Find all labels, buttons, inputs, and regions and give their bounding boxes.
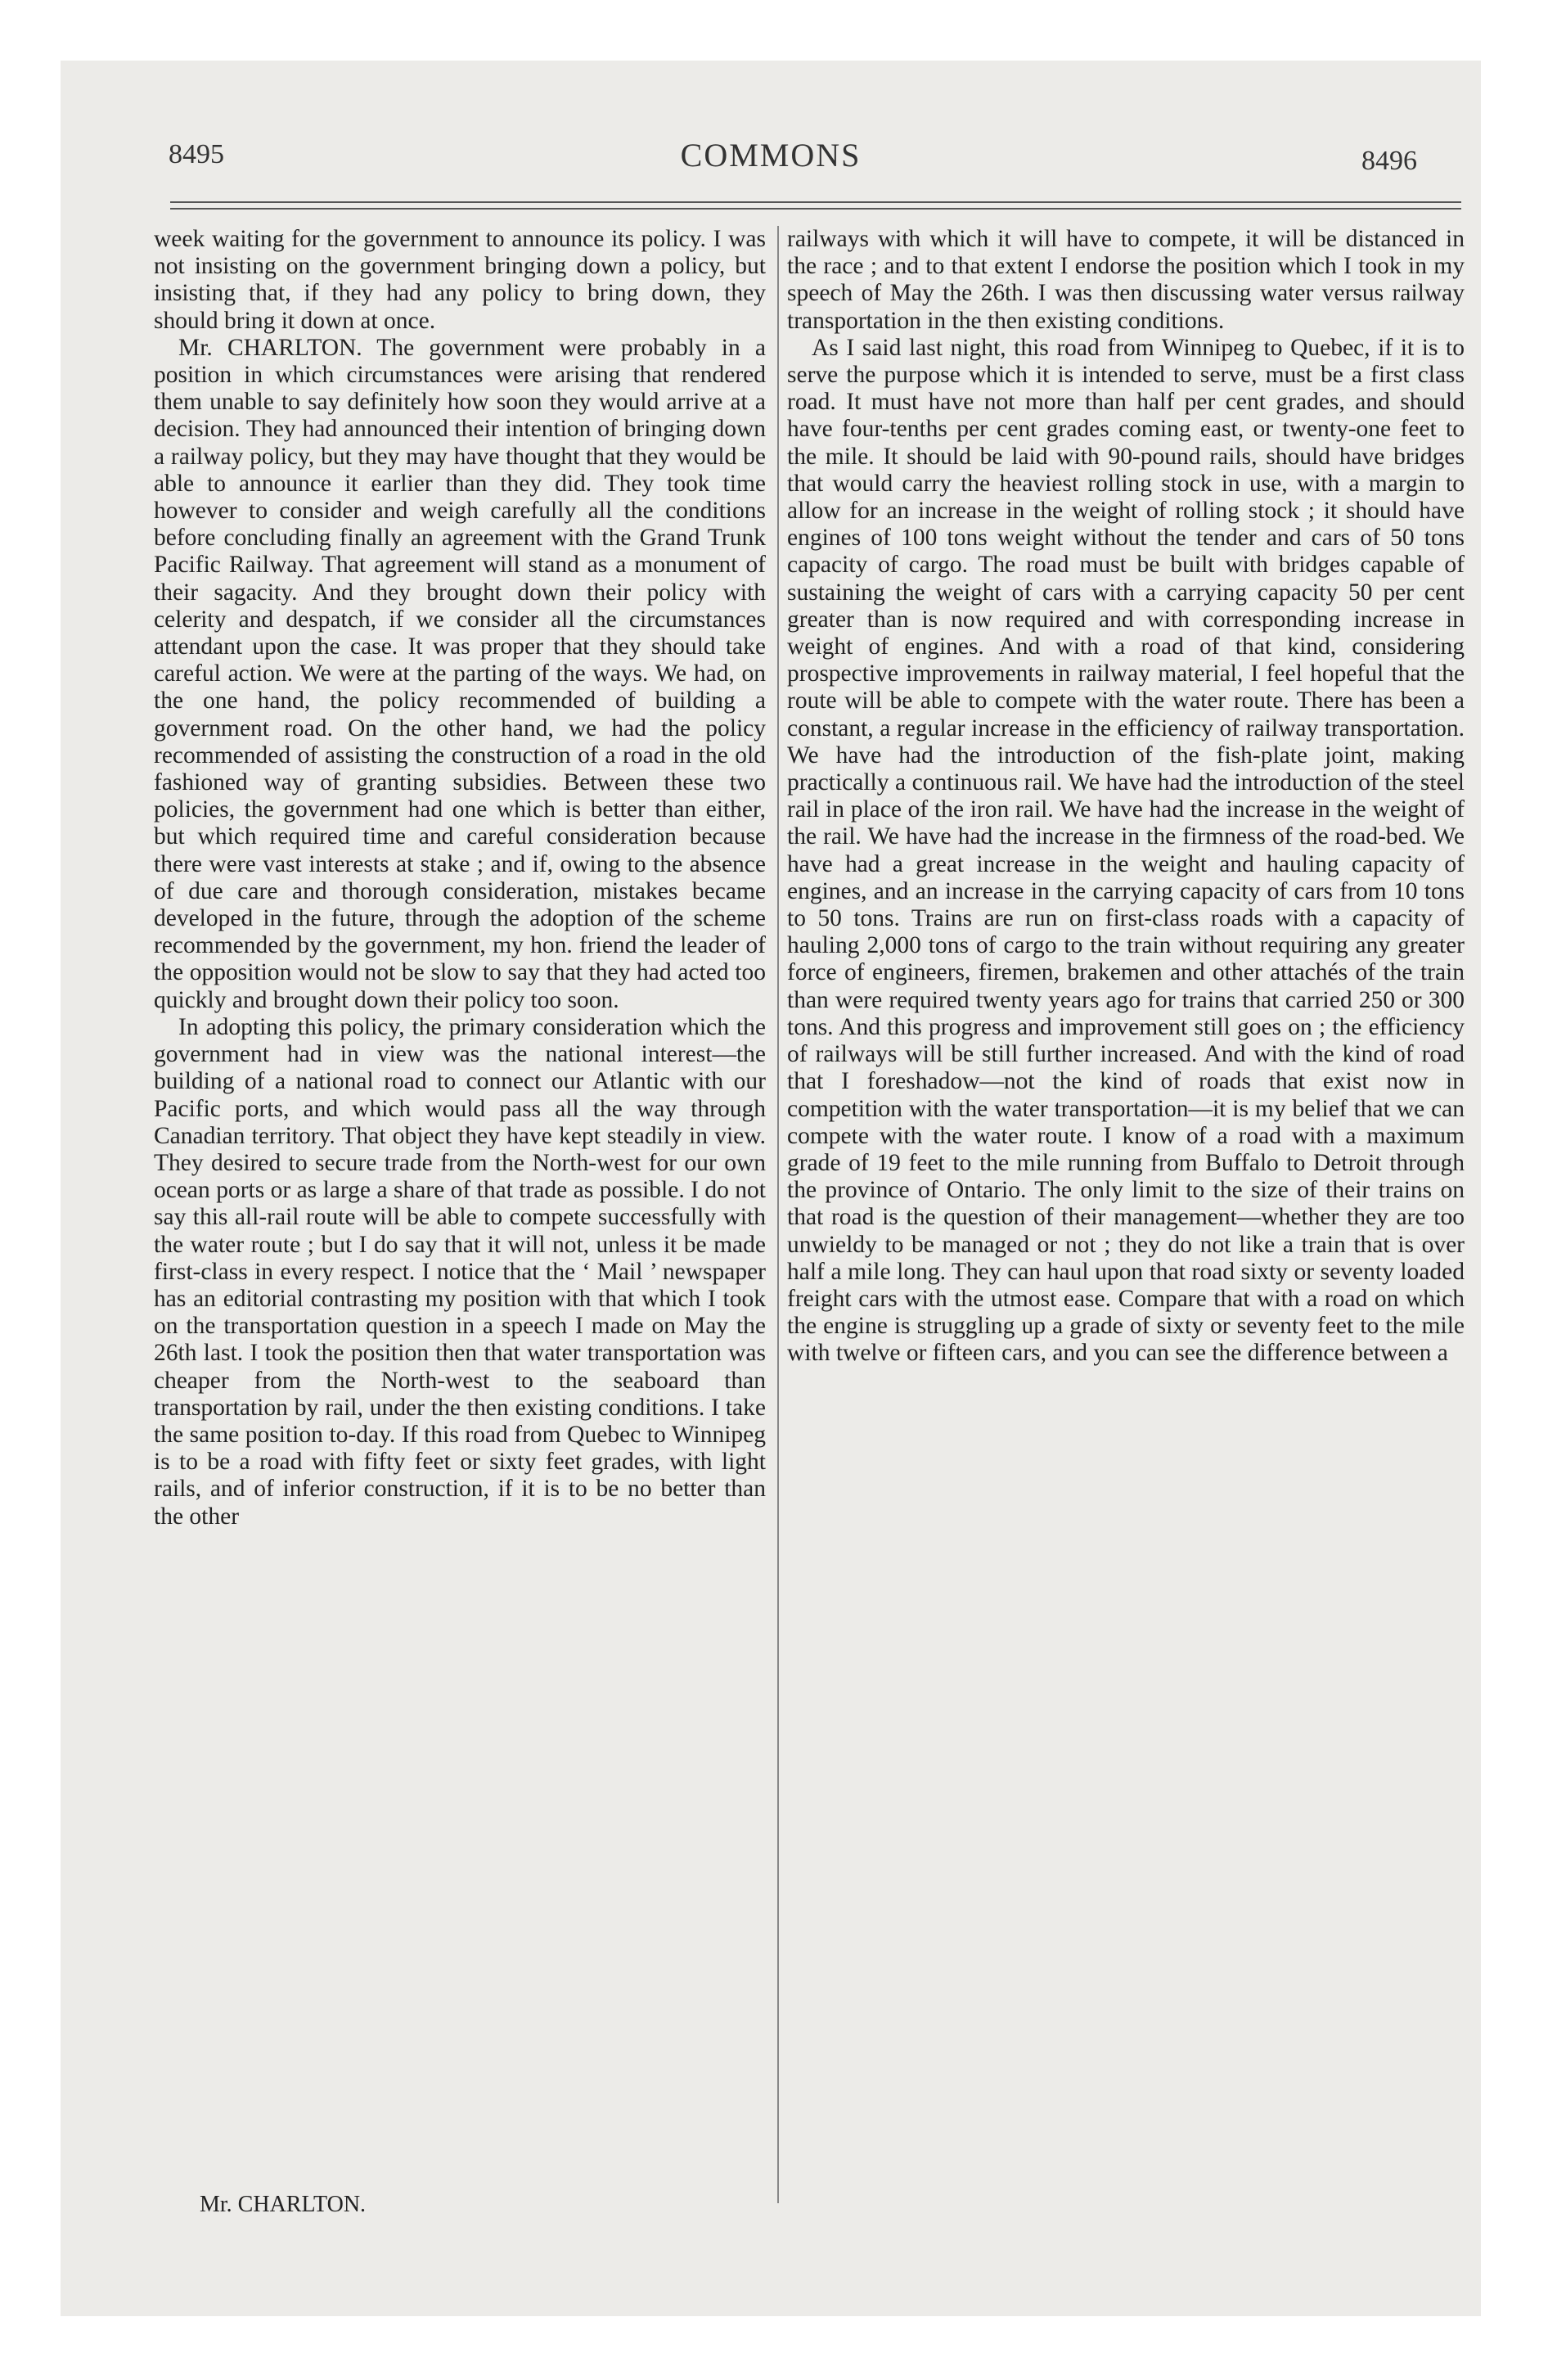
paragraph: In adopting this policy, the primary consideration which the government had in view was the national interest—the building of a national road to connect our Atlantic with our Pacific ports, and which would pass all the way through Canadian territory. That object they have kept steadily in view. They desired to secure trade from the North-west for our own ocean ports or as large a share of that trade as possible. I do not say this all-rail route will be able to compete successfully with the water route ; but I do say that it will not, unless it be made first-class in every respect. I notice that the ‘ Mail ’ newspaper has an editorial contrasting my position with that which I took on the transportation question in a speech I made on May the 26th last. I took the position then that water transportation was cheaper from the North-west to the seaboard than transportation by rail, under the then existing conditions. I take the same position to-day. If this road from Quebec to Winnipeg is to be a road with fifty feet or sixty feet grades, with light rails, and of inferior construction, if it is to be no better than the other: [154, 1013, 766, 1530]
running-head: COMMONS: [680, 137, 862, 174]
paragraph: Mr. CHARLTON. The government were probably in a position in which circumstances were arising that rendered them unable to say definitely how soon they would arrive at a decision. They had announced their intention of bringing down a railway policy, but they may have thought that they would be able to announce it earlier than they did. They took time however to consider and weigh carefully all the conditions before concluding finally an agreement with the Grand Trunk Pacific Railway. That agreement will stand as a monument of their sagacity. And they brought down their policy with celerity and despatch, if we consider all the circumstances attendant upon the case. It was proper that they should take careful action. We were at the parting of the ways. We had, on the one hand, the policy recommended of building a government road. On the other hand, we had the policy recommended of assisting the construction of a road in the old fashioned way of granting subsidies. Between these two policies, the government had one which is better than either, but which required time and careful consideration because there were vast interests at stake ; and if, owing to the absence of due care and thorough consideration, mistakes became developed in the future, through the adoption of the scheme recommended by the government, my hon. friend the leader of the opposition would not be slow to say that they had acted too quickly and brought down their policy too soon.: [154, 334, 766, 1013]
left-page-number: 8495: [169, 139, 224, 169]
paragraph: railways with which it will have to compete, it will be distanced in the race ; and to that extent I endorse the position which I took in my speech of May the 26th. I was then discussing water versus railway transportation in the then existing conditions.: [787, 226, 1465, 334]
document-page: [61, 61, 1481, 2316]
page-header: [61, 61, 1481, 192]
paragraph: As I said last night, this road from Winnipeg to Quebec, if it is to serve the purpose which it is intended to serve, must be a first class road. It must have not more than half per cent grades, and should have four-tenths per cent grades coming east, or twenty-one feet to the mile. It should be laid with 90-pound rails, should have bridges that would carry the heaviest rolling stock in use, with a margin to allow for an increase in the weight of rolling stock ; it should have engines of 100 tons weight without the tender and cars of 50 tons capacity of cargo. The road must be built with bridges capable of sustaining the weight of cars with a carrying capacity 50 per cent greater than is now required and with corresponding increase in weight of engines. And with a road of that kind, considering prospective improvements in railway material, I feel hopeful that the route will be able to compete with the water route. There has been a constant, a regular increase in the efficiency of railway transportation. We have had the introduction of the fish-plate joint, making practically a continuous rail. We have had the introduction of the steel rail in place of the iron rail. We have had the increase in the weight of the rail. We have had the increase in the firmness of the road-bed. We have had a great increase in the weight and hauling capacity of engines, and an increase in the carrying capacity of cars from 10 tons to 50 tons. Trains are run on first-class roads with a capacity of hauling 2,000 tons of cargo to the train without requiring any greater force of engineers, firemen, brakemen and other attachés of the train than were required twenty years ago for trains that carried 250 or 300 tons. And this progress and improvement still goes on ; the efficiency of railways will be still further increased. And with the kind of road that I foreshadow—not the kind of roads that exist now in competition with the water transportation—it is my belief that we can compete with the water route. I know of a road with a maximum grade of 19 feet to the mile running from Buffalo to Detroit through the province of Ontario. The only limit to the size of their trains on that road is the question of their management—whether they are too unwieldy to be managed or not ; they do not like a train that is over half a mile long. They can haul upon that road sixty or seventy loaded freight cars with the utmost ease. Compare that with a road on which the engine is struggling up a grade of sixty or seventy feet to the mile with twelve or fifteen cars, and you can see the difference between a: [787, 334, 1465, 1367]
right-page-number: 8496: [1361, 146, 1417, 176]
header-rule-secondary: [170, 208, 1461, 210]
column-divider: [777, 226, 779, 2203]
left-column: [154, 226, 766, 1530]
right-column: [787, 226, 1465, 1368]
speaker-footer: Mr. CHARLTON.: [200, 2192, 367, 2217]
header-rule: [170, 201, 1461, 203]
paragraph: week waiting for the government to announce its policy. I was not insisting on the government bringing down a policy, but insisting that, if they had any policy to bring down, they should bring it down at once.: [154, 226, 766, 334]
